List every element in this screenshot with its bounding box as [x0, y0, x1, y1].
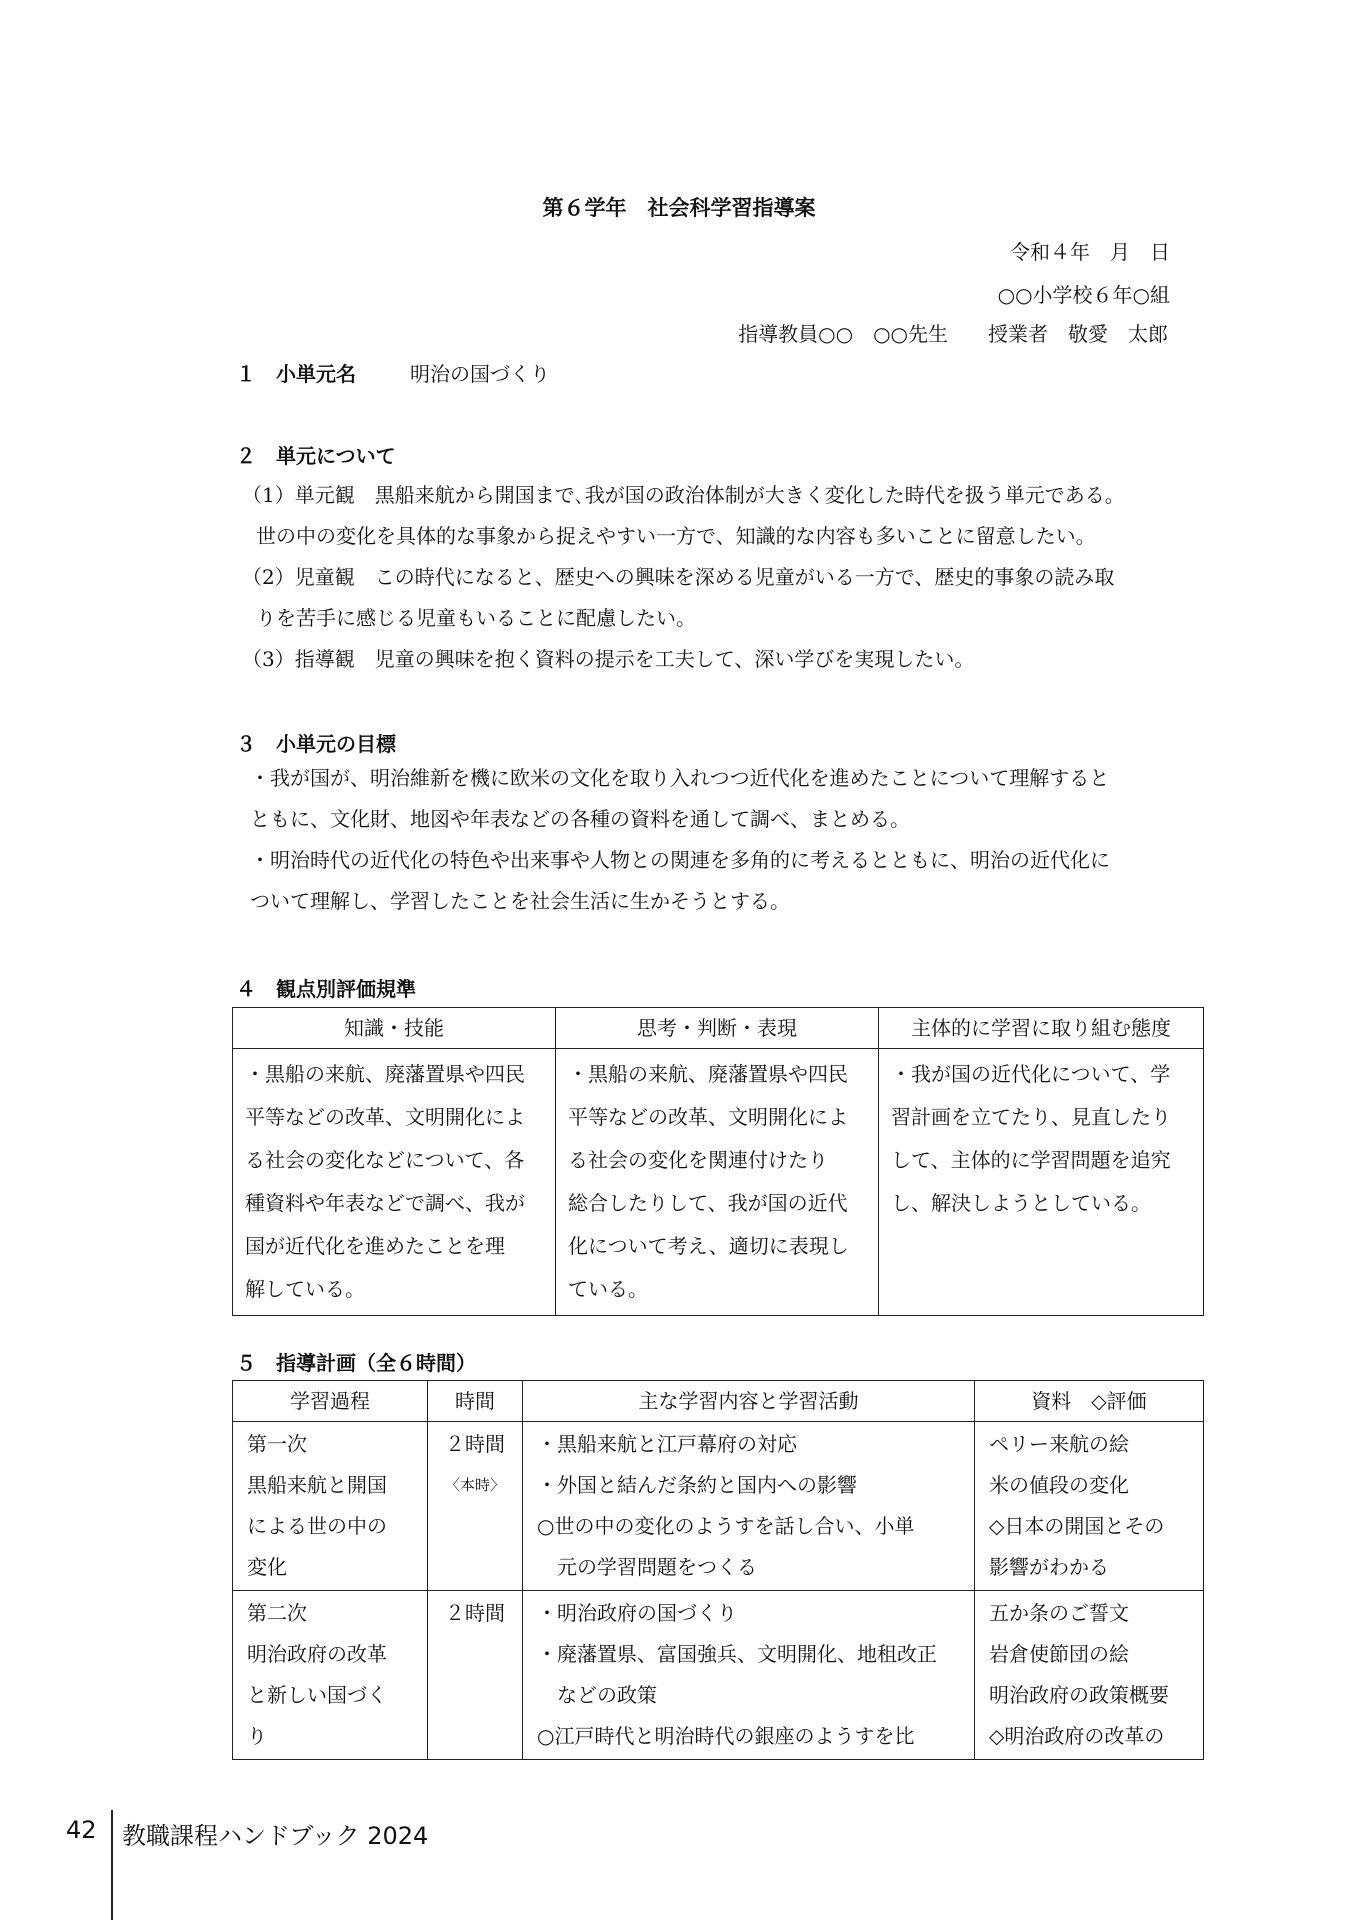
cell-line: 平等などの改革、文明開化によ [568, 1105, 848, 1129]
cell-line: 岩倉使節団の絵 [989, 1642, 1129, 1666]
evaluation-criteria-table [232, 1007, 1204, 1316]
goal-line: ついて理解し、学習したことを社会生活に生かそうとする。 [250, 889, 790, 913]
time-value: ２時間 [445, 1601, 505, 1625]
date-line: 令和４年 月 日 [1010, 240, 1170, 264]
cell-line: と新しい国づく [247, 1683, 387, 1707]
header-content: 主な学習内容と学習活動 [523, 1381, 975, 1422]
header-materials: 資料 ◇評価 [975, 1381, 1204, 1422]
section-5-heading: ５ 指導計画（全６時間） [236, 1351, 476, 1375]
cell-line: ・廃藩置県、富国強兵、文明開化、地租改正 [537, 1642, 937, 1666]
header-knowledge: 知識・技能 [233, 1008, 556, 1049]
cell-line: ・我が国の近代化について、学 [891, 1062, 1171, 1086]
cell-line: ・外国と結んだ条約と国内への影響 [537, 1473, 857, 1497]
current-lesson-note: 〈本時〉 [444, 1476, 505, 1494]
cell-line: ・明治政府の国づくり [537, 1601, 737, 1625]
criteria-knowledge-cell [233, 1049, 556, 1316]
page-title: 第６学年 社会科学習指導案 [542, 196, 816, 220]
section-2-body [242, 475, 1202, 680]
cell-line: 黒船来航と開国 [247, 1473, 387, 1497]
cell-line: ◇明治政府の改革の [989, 1724, 1165, 1748]
cell-line: ○世の中の変化のようすを話し合い、小単 [537, 1514, 915, 1538]
goal-line: ・明治時代の近代化の特色や出来事や人物との関連を多角的に考えるとともに、明治の近代化に [250, 848, 1110, 872]
header-time: 時間 [428, 1381, 523, 1422]
content-cell [523, 1422, 975, 1591]
cell-line: し、解決しようとしている。 [891, 1191, 1151, 1215]
teachers-line: 指導教員○○ ○○先生 授業者 敬愛 太郎 [738, 322, 1168, 346]
section-3-heading: ３ 小単元の目標 [236, 732, 396, 756]
cell-line: り [247, 1724, 267, 1748]
cell-line: ・黒船来航と江戸幕府の対応 [537, 1432, 797, 1456]
cell-line: 明治政府の政策概要 [989, 1683, 1169, 1707]
cell-line: 第二次 [247, 1601, 307, 1625]
cell-line: ・黒船の来航、廃藩置県や四民 [568, 1062, 848, 1086]
page-number: 42 [66, 1816, 97, 1844]
section-2-line: 世の中の変化を具体的な事象から捉えやすい一方で、知識的な内容も多いことに留意したい。 [256, 524, 1096, 548]
materials-cell [975, 1422, 1204, 1591]
cell-line: による世の中の [247, 1514, 387, 1538]
table-header-row [233, 1381, 1204, 1422]
time-value: ２時間 [445, 1432, 505, 1456]
table-row [233, 1591, 1204, 1760]
time-cell [428, 1422, 523, 1591]
cell-line: 影響がわかる [989, 1555, 1109, 1579]
table-row [233, 1422, 1204, 1591]
cell-line: ている。 [568, 1277, 648, 1301]
book-title: 教職課程ハンドブック 2024 [122, 1822, 429, 1850]
cell-line: 化について考え、適切に表現し [568, 1234, 849, 1258]
section-2-heading: ２ 単元について [236, 444, 396, 468]
cell-line: 解している。 [245, 1277, 365, 1301]
section-1-heading: １ 小単元名 [236, 362, 356, 386]
cell-line: 総合したりして、我が国の近代 [568, 1191, 848, 1215]
table-header-row [233, 1008, 1204, 1049]
unit-name: 明治の国づくり [410, 362, 550, 386]
cell-line: ペリー来航の絵 [989, 1432, 1129, 1456]
cell-line: して、主体的に学習問題を追究 [891, 1148, 1171, 1172]
header-attitude: 主体的に学習に取り組む態度 [879, 1008, 1204, 1049]
cell-line: 米の値段の変化 [989, 1473, 1129, 1497]
cell-line: ○江戸時代と明治時代の銀座のようすを比 [537, 1724, 915, 1748]
section-2-line: りを苦手に感じる児童もいることに配慮したい。 [256, 606, 696, 630]
goal-line: ともに、文化財、地図や年表などの各種の資料を通して調べ、まとめる。 [250, 807, 910, 831]
header-thinking: 思考・判断・表現 [556, 1008, 879, 1049]
section-2-line: （1）単元観 黒船来航から開国まで､我が国の政治体制が大きく変化した時代を扱う単元である。 [242, 483, 1125, 507]
cell-line: る社会の変化を関連付けたり [568, 1148, 828, 1172]
cell-line: などの政策 [557, 1683, 657, 1707]
section-2-line: （3）指導観 児童の興味を抱く資料の提示を工夫して、深い学びを実現したい。 [242, 647, 975, 671]
time-cell [428, 1591, 523, 1760]
process-cell [233, 1422, 428, 1591]
section-3-body [250, 758, 1202, 922]
cell-line: ・黒船の来航、廃藩置県や四民 [245, 1062, 525, 1086]
criteria-thinking-cell [556, 1049, 879, 1316]
cell-line: 平等などの改革、文明開化によ [245, 1105, 525, 1129]
cell-line: 国が近代化を進めたことを理 [245, 1234, 505, 1258]
cell-line: 種資料や年表などで調べ、我が [245, 1191, 525, 1215]
criteria-attitude-cell [879, 1049, 1204, 1316]
cell-line: る社会の変化などについて、各 [245, 1148, 525, 1172]
section-4-heading: ４ 観点別評価規準 [236, 977, 416, 1001]
footer-divider [111, 1810, 113, 1920]
materials-cell [975, 1591, 1204, 1760]
cell-line: ◇日本の開国とその [989, 1514, 1165, 1538]
cell-line: 変化 [247, 1555, 287, 1579]
teaching-plan-table [232, 1380, 1204, 1760]
cell-line: 五か条のご誓文 [989, 1601, 1129, 1625]
cell-line: 習計画を立てたり、見直したり [891, 1105, 1171, 1129]
cell-line: 明治政府の改革 [247, 1642, 387, 1666]
header-process: 学習過程 [233, 1381, 428, 1422]
content-cell [523, 1591, 975, 1760]
process-cell [233, 1591, 428, 1760]
cell-line: 元の学習問題をつくる [557, 1555, 757, 1579]
cell-line: 第一次 [247, 1432, 307, 1456]
goal-line: ・我が国が、明治維新を機に欧米の文化を取り入れつつ近代化を進めたことについて理解すると [250, 766, 1110, 790]
table-row [233, 1049, 1204, 1316]
school-line: ○○小学校６年○組 [997, 283, 1170, 307]
section-2-line: （2）児童観 この時代になると、歴史への興味を深める児童がいる一方で、歴史的事象の読み取 [242, 565, 1115, 589]
